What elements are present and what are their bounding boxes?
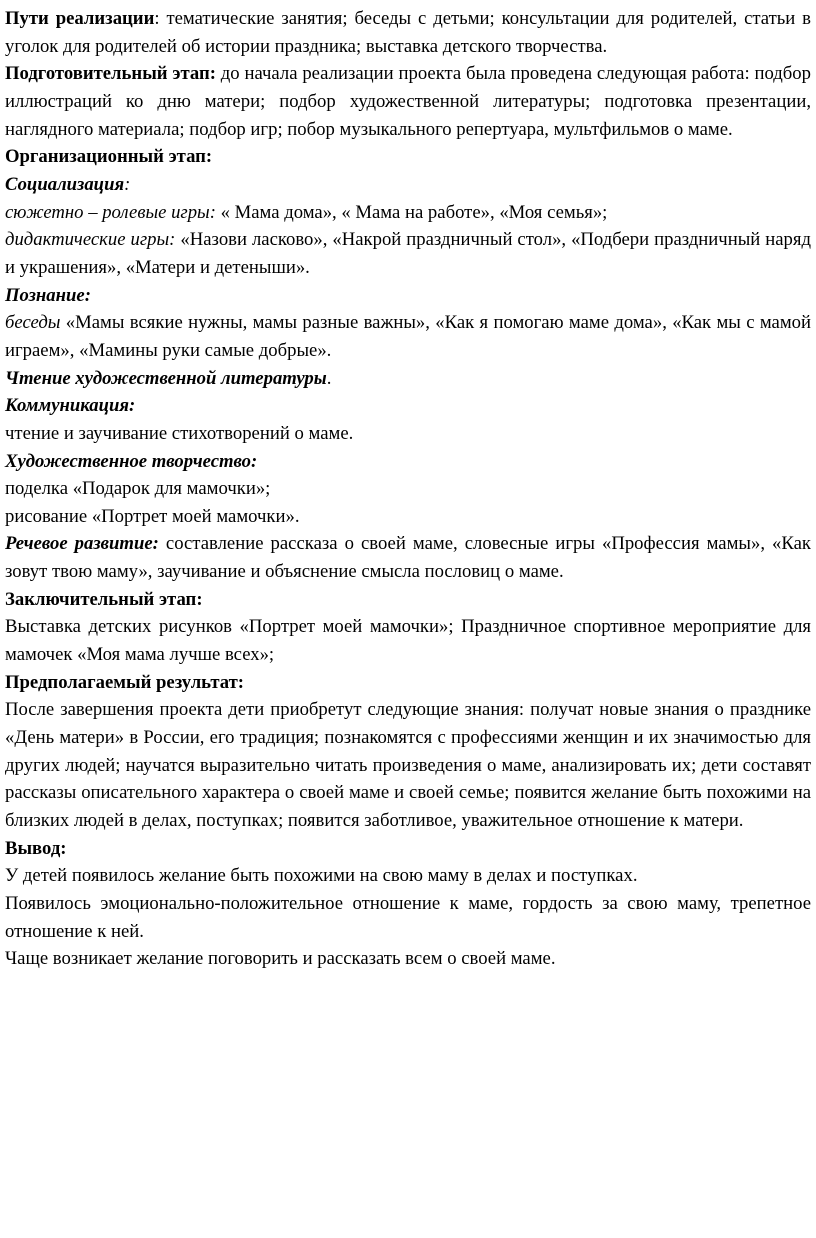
text-run: Пути реализации xyxy=(5,8,155,29)
text-run: составление рассказа о своей маме, словесные игры «Профессия мамы», «Как зовут твою маму», заучивание и объяснение смысла пословиц о маме. xyxy=(5,533,811,583)
text-run: Заключительный этап: xyxy=(5,588,203,610)
paragraph-speech-development xyxy=(5,530,811,585)
text-run: « Мама дома», « Мама на работе», «Моя семья»; xyxy=(215,201,608,223)
text-run: дидактические игры: xyxy=(5,229,176,251)
text-run: поделка «Подарок для мамочки»; xyxy=(5,478,271,500)
text-run: до начала реализации проекта была проведена следующая работа: подбор иллюстраций ко дню матери; подбор художественной литературы; подготовка презентации, наглядного материала; подбор игр; побор музыкального репертуара, мультфильмов о маме. xyxy=(5,63,811,140)
paragraph-conclusion-heading xyxy=(5,835,811,863)
paragraph-cognition-heading xyxy=(5,282,811,310)
paragraph-implementation-ways xyxy=(5,5,811,60)
text-run: Познание: xyxy=(5,284,91,306)
text-run: Появилось эмоционально-положительное отношение к маме, гордость за свою маму, трепетное отношение к ней. xyxy=(5,893,811,942)
text-run: «Мамы всякие нужны, мамы разные важны», «Как я помогаю маме дома», «Как мы с мамой играем», «Мамины руки самые добрые». xyxy=(5,312,811,361)
paragraph-conclusion-point-3 xyxy=(5,945,811,973)
text-run: «Назови ласково», «Накрой праздничный стол», «Подбери праздничный наряд и украшения», «Матери и детеныши». xyxy=(5,229,811,278)
paragraph-expected-result-heading xyxy=(5,669,811,697)
text-run: Коммуникация: xyxy=(5,395,136,417)
paragraph-talks xyxy=(5,309,811,364)
text-run: Организационный этап: xyxy=(5,146,213,168)
paragraph-artistic-creativity-heading xyxy=(5,448,811,476)
paragraph-poem-learning xyxy=(5,420,811,448)
paragraph-socialization-heading xyxy=(5,171,811,199)
paragraph-drawing xyxy=(5,503,811,531)
text-run: Речевое развитие: xyxy=(5,533,159,555)
text-run: чтение и заучивание стихотворений о маме. xyxy=(5,422,354,444)
paragraph-conclusion-point-1 xyxy=(5,862,811,890)
paragraph-final-stage-heading xyxy=(5,586,811,614)
text-run: Социализация xyxy=(5,173,125,195)
text-run: После завершения проекта дети приобретут следующие знания: получат новые знания о празднике «День матери» в России, его традиция; познакомятся с профессиями женщин и их значимостью для других людей; научатся выразительно читать произведения о маме, анализировать их; дети составят рассказы описательного характера о своей маме и своей семье; появится желание быть похожими на близких людей в делах, поступках; появится заботливое, уважительное отношение к матери. xyxy=(5,699,811,832)
text-run: сюжетно – ролевые игры: xyxy=(5,201,216,223)
paragraph-preparatory-stage xyxy=(5,60,811,143)
paragraph-communication-heading xyxy=(5,392,811,420)
text-run: Вывод: xyxy=(5,837,67,859)
paragraph-exhibition-event xyxy=(5,613,811,668)
paragraph-conclusion-point-2 xyxy=(5,890,811,945)
text-run: Художественное творчество: xyxy=(5,450,258,472)
text-run: рисование «Портрет моей мамочки». xyxy=(5,505,300,527)
text-run: Чаще возникает желание поговорить и рассказать всем о своей маме. xyxy=(5,948,556,970)
text-run: : xyxy=(124,173,131,195)
paragraph-didactic-games xyxy=(5,226,811,281)
text-run: Выставка детских рисунков «Портрет моей мамочки»; Праздничное спортивное мероприятие для мамочек «Моя мама лучше всех»; xyxy=(5,616,811,666)
paragraph-organizational-stage-heading xyxy=(5,143,811,171)
text-run: беседы xyxy=(5,312,61,334)
text-run: Чтение художественной литературы xyxy=(5,367,327,389)
text-run: . xyxy=(326,367,332,389)
paragraph-fiction-reading-heading xyxy=(5,365,811,393)
text-run: Подготовительный этап: xyxy=(5,63,216,85)
text-run: Предполагаемый результат: xyxy=(5,671,245,693)
text-run: : тематические занятия; беседы с детьми; консультации для родителей, статьи в уголок для родителей об истории праздника; выставка детского творчества. xyxy=(5,8,811,57)
text-run: У детей появилось желание быть похожими на свою маму в делах и поступках. xyxy=(5,865,638,887)
paragraph-craft xyxy=(5,475,811,503)
document-body xyxy=(5,5,811,973)
paragraph-role-playing-games xyxy=(5,199,811,227)
paragraph-expected-result-details xyxy=(5,696,811,834)
